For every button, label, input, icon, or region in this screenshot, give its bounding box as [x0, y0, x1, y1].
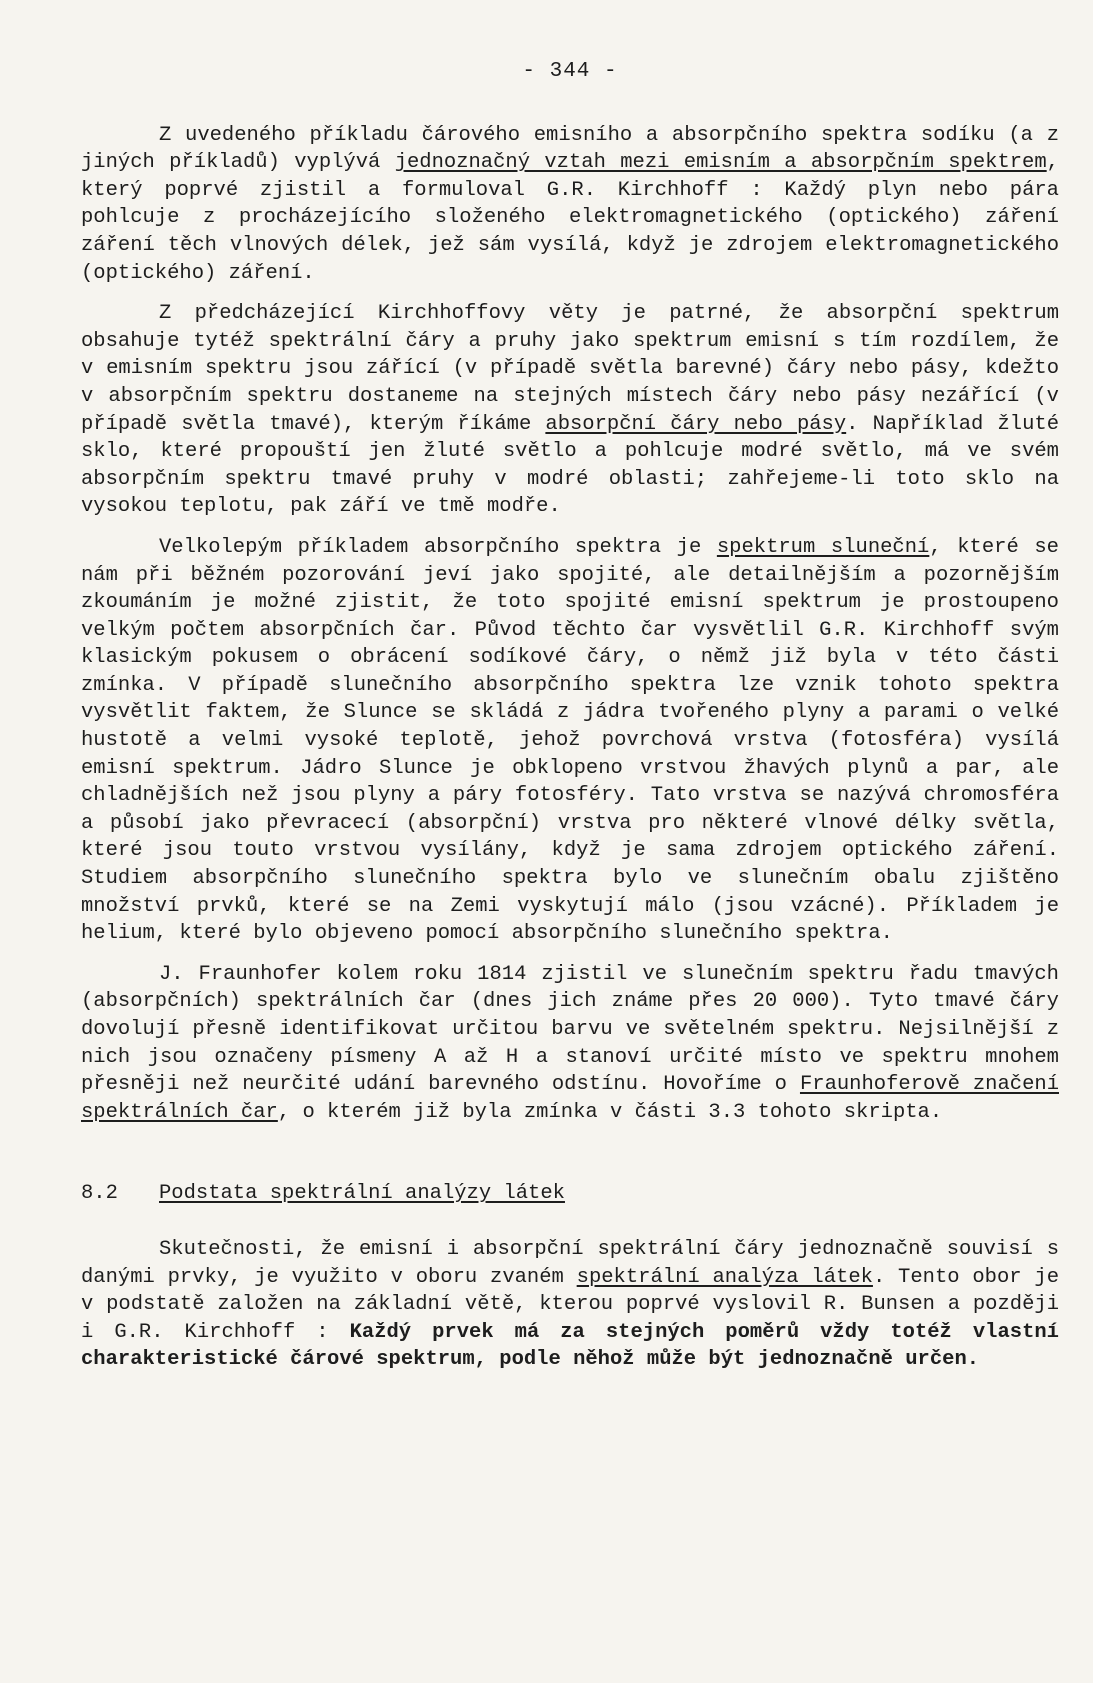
text: Velkolepým příkladem absorpčního spektra je [159, 535, 717, 559]
text: , které se nám při běžném pozorování jeví jako spojité, ale detailnějším a pozornějším zkoumáním je možné zjistit, že toto spojité emisní spektrum je prostoupeno velkým počtem absorpčních čar. Původ těchto čar vysvětlil G.R. Kirchhoff svým klasickým pokusem o obrácení sodíkové čáry, o němž již byla v této části zmínka. V případě slunečního absorpčního spektra lze vznik tohoto spektra vysvětlit faktem, že Slunce se skládá z jádra tvořeného plyny a parami o velké hustotě a velmi vysoké teplotě, jehož povrchová vrstva (fotosféra) vysílá emisní spektrum. Jádro Slunce je obklopeno vrstvou žhavých plynů a par, ale chladnějších než jsou plyny a páry fotosféry. Tato vrstva se nazývá chromosféra a působí jako převracecí (absorpční) vrstva pro některé vlnové délky světla, které jsou touto vrstvou vysílány, když je sama zdrojem optického záření. Studiem absorpčního slunečního spektra bylo ve slunečním obalu zjištěno množství prvků, které se na Zemi vyskytují málo (jsou vzácné). Příkladem je helium, které bylo objeveno pomocí absorpčního slunečního spektra. [81, 535, 1059, 946]
section-title: Podstata spektrální analýzy látek [159, 1182, 565, 1206]
paragraph-solar-spectrum [81, 534, 1059, 948]
text: Skutečnosti, že emisní i absorpční spektrální čáry jednoznačně souvisí s danými prvky, je využito v oboru zvaném [81, 1237, 1059, 1289]
paragraph-fraunhofer [81, 961, 1059, 1127]
underlined-term: Fraunhoferově značení spektrálních čar [81, 1073, 1059, 1124]
text: . Například žluté sklo, které propouští jen žluté světlo a pohlcuje modré světlo, má ve svém absorpčním spektru tmavé pruhy v modré oblasti; zahřejeme-li toto sklo na vysokou teplotu, pak září ve tmě modře. [81, 412, 1059, 519]
text: , který poprvé zjistil a formuloval G.R. Kirchhoff : Každý plyn nebo pára pohlcuje z procházejícího složeného elektromagnetického (optického) záření záření těch vlnových délek, jež sám vysílá, když je zdrojem elektromagnetického (optického) záření. [81, 151, 1059, 285]
underlined-term: jednoznačný vztah mezi emisním a absorpčním spektrem [394, 151, 1047, 175]
underlined-term: absorpční čáry nebo pásy [545, 412, 847, 436]
paragraph-kirchhoff-law [81, 122, 1059, 288]
paragraph-absorption-spectrum [81, 300, 1059, 521]
text: J. Fraunhofer kolem roku 1814 zjistil ve slunečním spektru řadu tmavých (absorpčních) spektrálních čar (dnes jich známe přes 20 000). Tyto tmavé čáry dovolují přesně identifikovat určitou barvu ve světelném spektru. Nejsilnější z nich jsou označeny písmeny A až H a stanoví určité místo ve spektru mnohem přesněji než neurčité udání barevného odstínu. Hovoříme o [81, 962, 1059, 1097]
bold-statement: Každý prvek má za stejných poměrů vždy totéž vlastní charakteristické čárové spektrum, podle něhož může být jednoznačně určen. [81, 1320, 1059, 1372]
text: . Tento obor je v podstatě založen na základní větě, kterou poprvé vyslovil R. Bunsen a později i G.R. Kirchhoff : [81, 1265, 1059, 1344]
text: , o kterém již byla zmínka v části 3.3 tohoto skripta. [277, 1100, 943, 1124]
text: Z předcházející Kirchhoffovy věty je patrné, že absorpční spektrum obsahuje tytéž spektrální čáry a pruhy jako spektrum emisní s tím rozdílem, že v emisním spektru jsou zářící (v případě světla barevné) čáry nebo pásy, kdežto v absorpčním spektru dostaneme na stejných místech čáry nebo pásy nezářící (v případě světla tmavé), kterým říkáme [81, 302, 1059, 436]
section-number: 8.2 [81, 1182, 118, 1206]
underlined-term: spektrum sluneční [716, 535, 930, 559]
underlined-term: spektrální analýza látek [576, 1265, 873, 1289]
section-heading [81, 1180, 1059, 1208]
paragraph-spectral-analysis [81, 1236, 1059, 1374]
text: Z uvedeného příkladu čárového emisního a absorpčního spektra sodíku (a z jiných příkladů) vyplývá [81, 123, 1059, 175]
page-number: - 344 - [522, 60, 618, 83]
